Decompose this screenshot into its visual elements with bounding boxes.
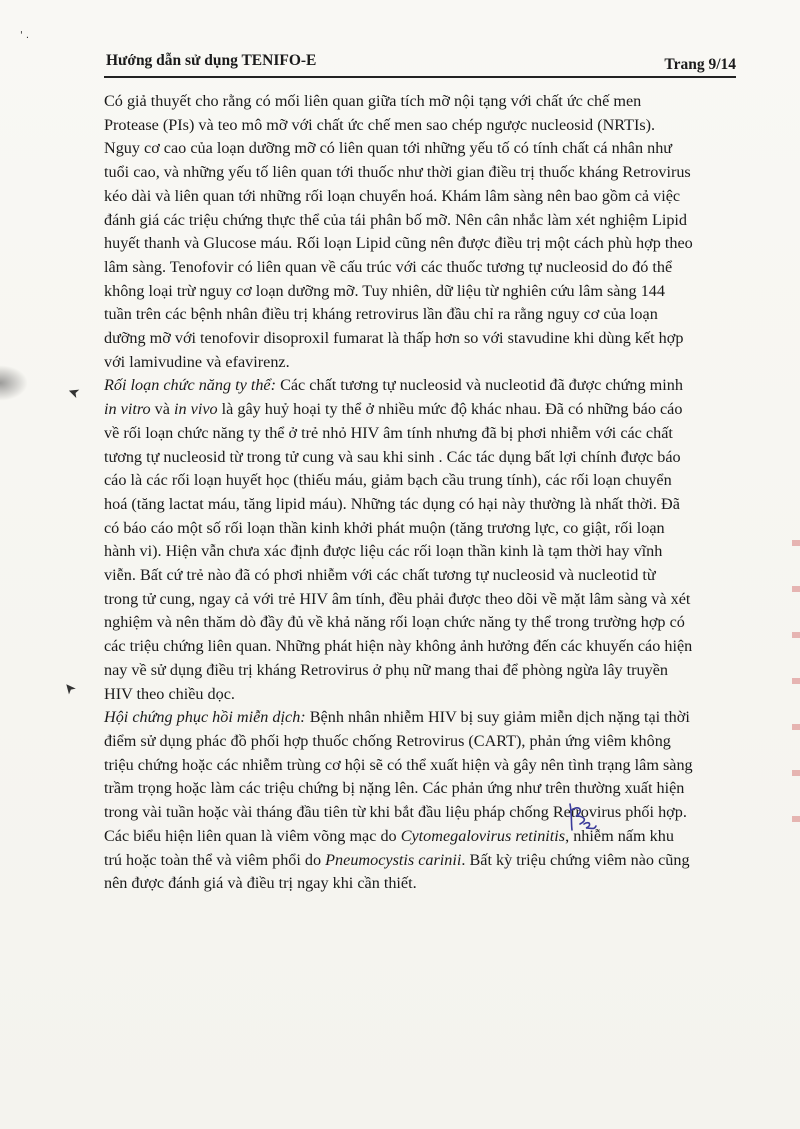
scan-shadow bbox=[0, 365, 28, 401]
signature-mark bbox=[562, 800, 602, 836]
italic-term: Cytomegalovirus retinitis bbox=[400, 826, 566, 845]
text-segment: trong vài tuần hoặc vài tháng đầu tiên từ khi bắt đầu liệu pháp chống Retrovirus phối hợp. bbox=[104, 803, 687, 822]
text-line bbox=[104, 754, 736, 778]
text-segment: lâm sàng. Tenofovir có liên quan về cấu trúc với các thuốc tương tự nucleosid do đó thể bbox=[104, 257, 673, 276]
arrow-mark-icon: ➤ bbox=[59, 678, 80, 698]
text-segment: nay về sử dụng điều trị kháng Retrovirus ở phụ nữ mang thai để phòng ngừa lây truyền bbox=[104, 660, 669, 679]
text-line bbox=[104, 777, 736, 801]
text-line bbox=[104, 280, 736, 304]
text-segment: điểm sử dụng phác đồ phối hợp thuốc chống Retrovirus (CART), phản ứng viêm không bbox=[104, 731, 671, 750]
text-segment: Bệnh nhân nhiễm HIV bị suy giảm miễn dịch nặng tại thời bbox=[305, 708, 690, 727]
text-line bbox=[104, 114, 736, 138]
text-line bbox=[104, 517, 736, 541]
text-line bbox=[104, 849, 736, 873]
text-segment: viễn. Bất cứ trẻ nào đã có phơi nhiễm với các chất tương tự nucleosid và nucleotid từ bbox=[104, 566, 656, 585]
italic-term: in vivo bbox=[174, 400, 218, 419]
paragraph bbox=[104, 90, 736, 374]
text-segment: HIV theo chiều dọc. bbox=[104, 684, 235, 703]
text-line bbox=[104, 185, 736, 209]
text-line bbox=[104, 398, 736, 422]
text-line bbox=[104, 659, 736, 683]
text-segment: . Bất kỳ triệu chứng viêm nào cũng bbox=[461, 850, 690, 869]
text-line bbox=[104, 706, 736, 730]
text-line bbox=[104, 422, 736, 446]
text-segment: có báo cáo một số rối loạn thần kinh khởi phát muộn (tăng trương lực, co giật, rối loạn bbox=[104, 518, 665, 537]
text-line bbox=[104, 493, 736, 517]
text-segment: và bbox=[150, 400, 174, 419]
text-line bbox=[104, 540, 736, 564]
text-segment: nghiệm và nên thăm dò đầy đủ về khả năng rối loạn chức năng ty thể trong trường hợp có bbox=[104, 613, 685, 632]
text-line bbox=[104, 351, 736, 375]
text-line bbox=[104, 327, 736, 351]
text-segment: Có giả thuyết cho rằng có mối liên quan giữa tích mỡ nội tạng với chất ức chế men bbox=[104, 92, 642, 110]
scan-dots: ' . bbox=[20, 30, 30, 41]
text-segment: hoá (tăng lactat máu, tăng lipid máu). Những tác dụng có hại này thường là nhất thời. Đã bbox=[104, 494, 680, 513]
section-heading: Hội chứng phục hồi miễn dịch: bbox=[104, 708, 306, 727]
text-segment: các triệu chứng liên quan. Những phát hiện này không ảnh hưởng đến các khuyến cáo hiện bbox=[104, 637, 693, 656]
text-segment: nên được đánh giá và điều trị ngay khi cần thiết. bbox=[104, 874, 417, 893]
text-line bbox=[104, 209, 736, 233]
text-line bbox=[104, 635, 736, 659]
text-line bbox=[104, 564, 736, 588]
text-line bbox=[104, 446, 736, 470]
text-line bbox=[104, 825, 736, 849]
text-segment: không loại trừ nguy cơ loạn dưỡng mỡ. Tuy nhiên, dữ liệu từ nghiên cứu lâm sàng 144 bbox=[104, 281, 665, 300]
text-segment: , nhiễm nấm khu bbox=[565, 826, 674, 845]
text-segment: với lamivudine và efavirenz. bbox=[104, 352, 290, 371]
text-segment: tương tự nucleosid từ trong tử cung và sau khi sinh . Các tác dụng bất lợi chính được báo bbox=[104, 447, 681, 466]
text-segment: kéo dài và liên quan tới những rối loạn chuyển hoá. Khám lâm sàng nên bao gồm cả việc bbox=[104, 186, 681, 205]
page-header bbox=[104, 52, 736, 78]
text-segment: trong tử cung, ngay cả với trẻ HIV âm tính, đều phải được theo dõi về mặt lâm sàng và xét bbox=[104, 589, 691, 608]
text-line bbox=[104, 872, 736, 896]
text-segment: tuần trên các bệnh nhân điều trị kháng retrovirus lần đầu chỉ ra rằng nguy cơ của loạn bbox=[104, 305, 658, 324]
text-segment: tuổi cao, và những yếu tố liên quan tới thuốc như thời gian điều trị thuốc kháng Retrovirus bbox=[104, 163, 691, 182]
text-line bbox=[104, 90, 736, 114]
text-line bbox=[104, 801, 736, 825]
text-segment: Nguy cơ cao của loạn dưỡng mỡ có liên quan tới những yếu tố có tính chất cá nhân như bbox=[104, 139, 673, 158]
arrow-mark-icon: ➤ bbox=[65, 382, 83, 402]
text-line bbox=[104, 683, 736, 707]
text-line bbox=[104, 374, 736, 398]
text-line bbox=[104, 161, 736, 185]
text-line bbox=[104, 469, 736, 493]
page-number: Trang 9/14 bbox=[664, 56, 736, 73]
text-line bbox=[104, 303, 736, 327]
text-segment: dưỡng mỡ với tenofovir disoproxil fumarat là thấp hơn so với stavudine khi dùng kết hợp bbox=[104, 329, 684, 348]
text-segment: về rối loạn chức năng ty thể ở trẻ nhỏ HIV âm tính nhưng đã bị phơi nhiễm với các chất bbox=[104, 423, 673, 442]
text-segment: cáo là các rối loạn huyết học (thiếu máu, giảm bạch cầu trung tính), các rối loạn chuyển bbox=[104, 471, 672, 490]
paragraph bbox=[104, 706, 736, 896]
text-line bbox=[104, 611, 736, 635]
document-body bbox=[104, 90, 736, 896]
text-segment: triệu chứng hoặc các nhiễm trùng cơ hội sẽ có thể xuất hiện và gây nên tình trạng lâm sàng bbox=[104, 755, 693, 774]
document-title: Hướng dẫn sử dụng TENIFO-E bbox=[106, 52, 317, 69]
text-segment: Các biểu hiện liên quan là viêm võng mạc do bbox=[104, 826, 401, 845]
text-segment: là gây huỷ hoại ty thể ở nhiều mức độ khác nhau. Đã có những báo cáo bbox=[217, 400, 683, 419]
scan-edge-marks bbox=[792, 500, 800, 860]
italic-term: Pneumocystis carinii bbox=[325, 850, 462, 869]
paragraph bbox=[104, 374, 736, 706]
text-segment: hành vi). Hiện vẫn chưa xác định được liệu các rối loạn thần kinh là tạm thời hay vĩnh bbox=[104, 542, 663, 561]
text-segment: Các chất tương tự nucleosid và nucleotid đã được chứng minh bbox=[276, 376, 683, 395]
text-segment: trú hoặc toàn thể và viêm phổi do bbox=[104, 850, 326, 869]
text-segment: huyết thanh và Glucose máu. Rối loạn Lipid cũng nên được điều trị một cách phù hợp theo bbox=[104, 234, 693, 253]
text-segment: Protease (PIs) và teo mô mỡ với chất ức chế men sao chép ngược nucleosid (NRTIs). bbox=[104, 115, 656, 134]
text-line bbox=[104, 588, 736, 612]
text-line bbox=[104, 232, 736, 256]
text-segment: đánh giá các triệu chứng thực thể của tái phân bố mỡ. Nên cân nhắc làm xét nghiệm Lipid bbox=[104, 210, 688, 229]
text-line bbox=[104, 256, 736, 280]
text-line bbox=[104, 137, 736, 161]
text-line bbox=[104, 730, 736, 754]
section-heading: Rối loạn chức năng ty thể: bbox=[104, 376, 277, 395]
italic-term: in vitro bbox=[104, 400, 151, 419]
text-segment: trầm trọng hoặc làm các triệu chứng bị nặng lên. Các phản ứng như trên thường xuất hiện bbox=[104, 779, 685, 798]
